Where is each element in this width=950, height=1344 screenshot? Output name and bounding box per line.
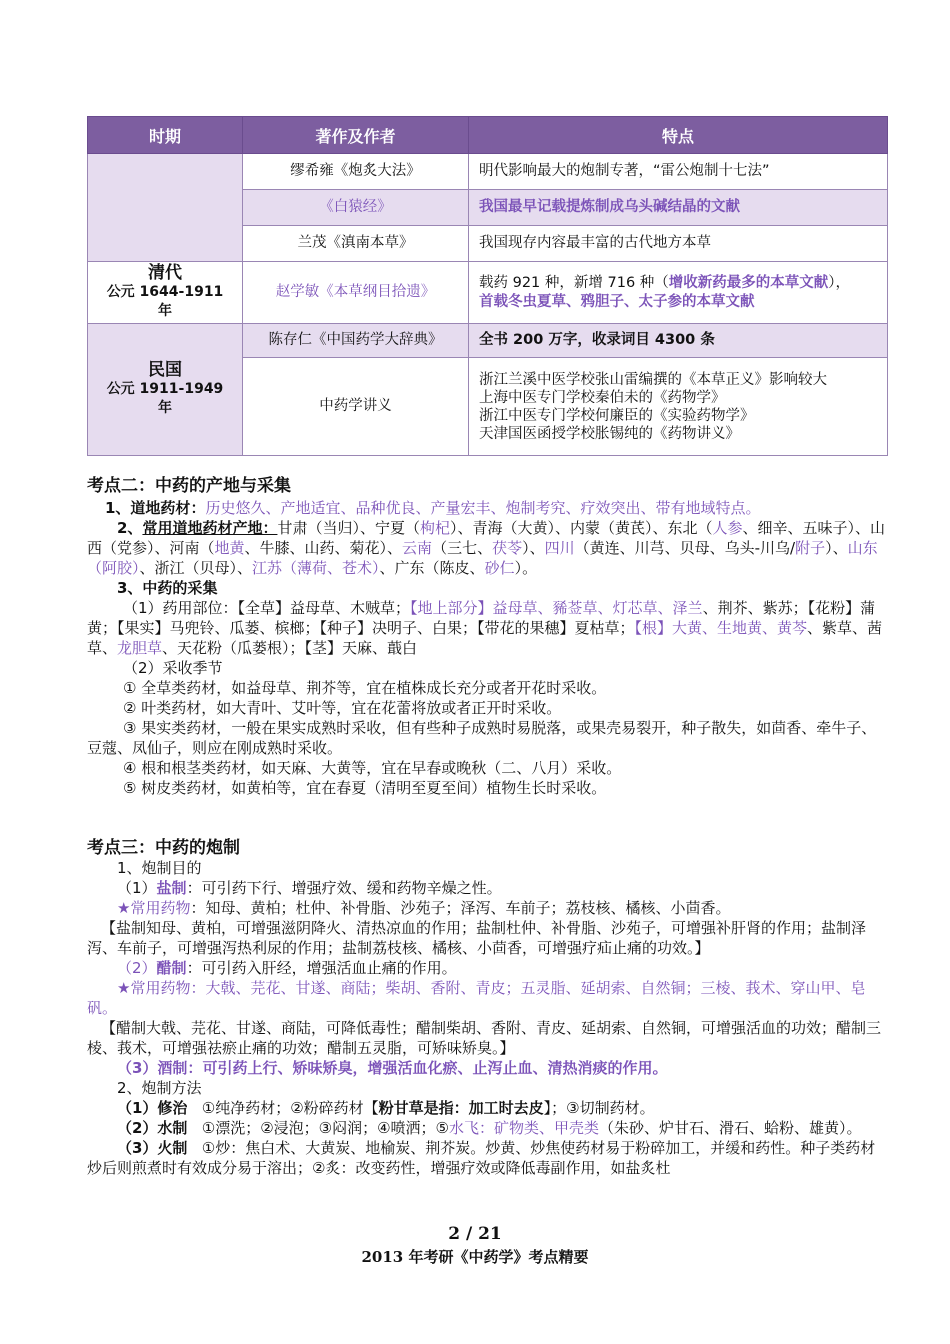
- work-cell: 赵学敏《本草纲目拾遗》: [243, 262, 469, 324]
- feature-cell: 我国现存内容最丰富的古代地方本草: [469, 226, 888, 262]
- header-work: 著作及作者: [243, 117, 469, 154]
- work-cell: 兰茂《滇南本草》: [243, 226, 469, 262]
- paragraph: [87, 578, 887, 598]
- feature-highlight: 增收新药最多的本草文献: [668, 274, 829, 291]
- feature-highlight: 首载冬虫夏草、鸦胆子、太子参的本草文献: [479, 293, 755, 310]
- period-cell-qing: [88, 262, 243, 324]
- work-cell: 缪希雍《炮炙大法》: [243, 154, 469, 190]
- period-date: 公元 1644-1911 年: [106, 284, 224, 319]
- label: 常用道地药材产地：: [142, 519, 278, 537]
- section-3: [87, 838, 887, 1178]
- paragraph: ★常用药物：知母、黄柏；杜仲、补骨脂、沙苑子；泽泻、车前子；荔枝核、橘核、小茴香。: [117, 899, 731, 917]
- list-item: ① 全草类药材，如益母草、荆芥等，宜在植株成长充分或者开花时采收。: [123, 679, 607, 697]
- feature-cell: [469, 262, 888, 324]
- feature-line: 上海中医专门学校秦伯未的《药物学》: [479, 389, 726, 406]
- feature-line: 浙江兰溪中医学校张山雷编撰的《本草正义》影响较大: [479, 371, 827, 388]
- paragraph: （1）盐制：可引药下行、增强疗效、缓和药物辛燥之性。: [117, 879, 502, 897]
- table-row: [88, 262, 888, 324]
- period-cell-ming: [88, 154, 243, 262]
- header-period: 时期: [88, 117, 243, 154]
- table-header-row: [88, 117, 888, 154]
- paragraph: 1、炮制目的: [117, 859, 202, 877]
- section-2-title: 考点二：中药的产地与采集: [87, 476, 291, 496]
- paragraph: 【盐制知母、黄柏，可增强滋阴降火、清热凉血的作用；盐制杜仲、补骨脂、沙苑子，可增强补肝肾的作用；盐制泽泻、车前子，可增强泻热利尿的作用；盐制荔枝核、橘核、小茴香，可增强疗疝止痛的功效。】: [87, 919, 867, 957]
- paragraph: （3）火制 ①炒：焦白术、大黄炭、地榆炭、荆芥炭。炒黄、炒焦使药材易于粉碎加工，并缓和药性。种子类药材炒后则煎煮时有效成分易于溶出；②炙：改变药性，增强疗效或降低毒副作用，如盐炙杜: [87, 1139, 876, 1177]
- feature-cell: 明代影响最大的炮制专著，“雷公炮制十七法”: [469, 154, 888, 190]
- paragraph: （1）修治 ①纯净药材；②粉碎药材【粉甘草是指：加工时去皮】；③切制药材。: [117, 1099, 655, 1117]
- paragraph: （1）药用部位：【全草】益母草、木贼草；【地上部分】益母草、豨莶草、灯芯草、泽兰、荆芥、紫苏；【花粉】蒲黄；【果实】马兜铃、瓜蒌、槟榔；【种子】决明子、白果；【带花的果穗】夏枯草；【根】大黄、生地黄、黄芩、紫草、茜草、龙胆草、天花粉（瓜蒌根）；【茎】天麻、蕺白: [87, 599, 883, 657]
- paragraph: 2、炮制方法: [117, 1079, 202, 1097]
- feature-text: 载药 921 种，新增 716 种（: [479, 274, 669, 291]
- period-cell-minguo: [88, 324, 243, 456]
- list-item: ③ 果实类药材，一般在果实成熟时采收，但有些种子成熟时易脱落，或果壳易裂开，种子散失，如茴香、牵牛子、豆蔻、凤仙子，则应在刚成熟时采收。: [87, 719, 877, 757]
- feature-text: ），: [828, 274, 851, 291]
- highlight-text: 历史悠久、产地适宜、品种优良、产量宏丰、炮制考究、疗效突出、带有地域特点。: [205, 499, 761, 517]
- subheading: 3、中药的采集: [117, 579, 218, 597]
- feature-cell: [469, 358, 888, 456]
- header-feature: 特点: [469, 117, 888, 154]
- paragraph: （2）水制 ①漂洗；②浸泡；③闷润；④喷洒；⑤水飞：矿物类、甲壳类（朱砂、炉甘石、滑石、蛤粉、雄黄）。: [117, 1119, 862, 1137]
- list-item: ④ 根和根茎类药材，如天麻、大黄等，宜在早春或晚秋（二、八月）采收。: [123, 759, 622, 777]
- page-number: 2 / 21: [448, 1224, 502, 1244]
- feature-cell: 全书 200 万字，收录词目 4300 条: [469, 324, 888, 358]
- work-cell: 陈存仁《中国药学大辞典》: [243, 324, 469, 358]
- label: 1、道地药材：: [105, 499, 206, 517]
- paragraph: [87, 498, 887, 518]
- work-cell: 《白猿经》: [243, 190, 469, 226]
- period-name: 清代: [148, 263, 182, 283]
- feature-cell: 我国最早记载提炼制成乌头碱结晶的文献: [469, 190, 888, 226]
- list-item: ⑤ 树皮类药材，如黄柏等，宜在春夏（清明至夏至间）植物生长时采收。: [123, 779, 607, 797]
- footer-title: 2013 年考研《中药学》考点精要: [361, 1248, 589, 1266]
- paragraph: ★常用药物：大戟、芫花、甘遂、商陆；柴胡、香附、青皮；五灵脂、延胡索、自然铜；三棱、莪术、穿山甲、皂矾。: [87, 979, 866, 1017]
- section-3-title: 考点三：中药的炮制: [87, 838, 240, 858]
- period-date: 公元 1911-1949 年: [106, 381, 224, 416]
- paragraph: （2）醋制：可引药入肝经，增强活血止痛的作用。: [117, 959, 457, 977]
- section-2: [87, 476, 887, 798]
- paragraph: 【醋制大戟、芫花、甘遂、商陆，可降低毒性；醋制柴胡、香附、青皮、延胡索、自然铜，可增强活血的功效；醋制三棱、莪术，可增强祛瘀止痛的功效；醋制五灵脂，可矫味矫臭。】: [87, 1019, 882, 1057]
- list-item: ② 叶类药材，如大青叶、艾叶等，宜在花蕾将放或者正开时采收。: [123, 699, 562, 717]
- table-row: [88, 324, 888, 358]
- feature-line: 天津国医函授学校胀锡纯的《药物讲义》: [479, 425, 740, 442]
- work-cell: 中药学讲义: [243, 358, 469, 456]
- label: 2、: [117, 519, 143, 537]
- period-name: 民国: [148, 360, 182, 380]
- table-row: [88, 154, 888, 190]
- history-table: [87, 116, 888, 456]
- paragraph: （3）酒制：可引药上行、矫味矫臭，增强活血化瘀、止泻止血、清热消痰的作用。: [117, 1059, 668, 1077]
- paragraph: 2、常用道地药材产地：甘肃（当归）、宁夏（枸杞）、青海（大黄）、内蒙（黄芪）、东北（人参、细辛、五味子）、山西（党参）、河南（地黄、牛膝、山药、菊花）、云南（三七、茯苓）、四川（黄连、川芎、贝母、乌头-川乌/附子）、山东（阿胶）、浙江（贝母）、江苏（薄荷、苍术）、广东（陈皮、砂仁）。: [87, 519, 886, 577]
- feature-line: 浙江中医专门学校何廉臣的《实验药物学》: [479, 407, 755, 424]
- paragraph: （2）采收季节: [123, 659, 223, 677]
